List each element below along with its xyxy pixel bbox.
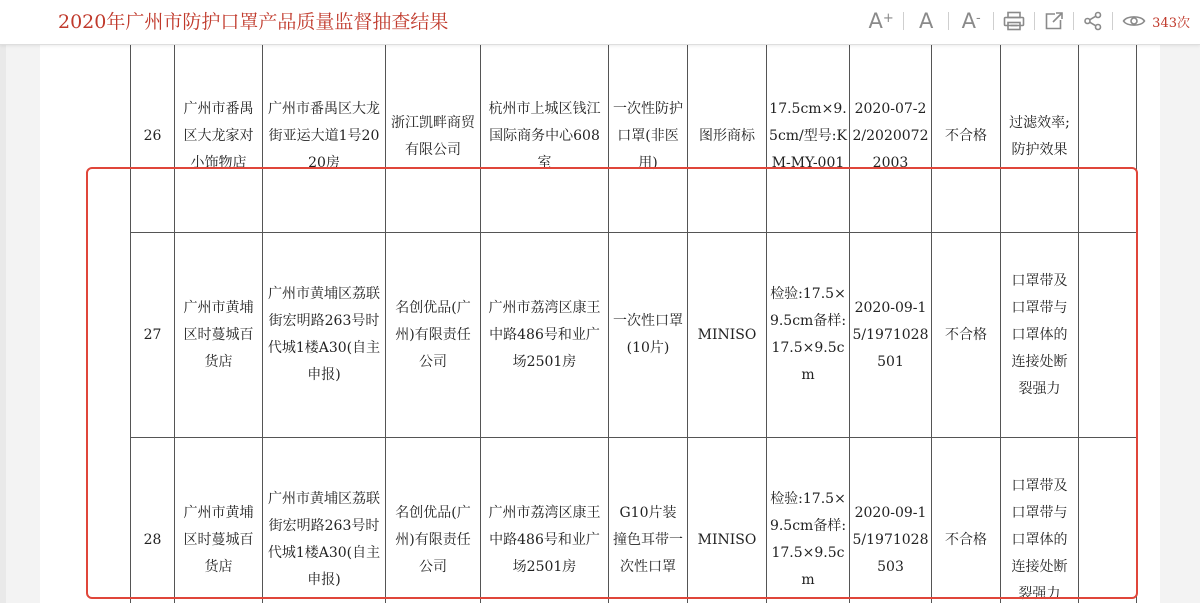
cell-result: 不合格 bbox=[932, 44, 1001, 233]
cell-brand: 图形商标 bbox=[688, 44, 767, 233]
cell-brand: MINISO bbox=[688, 233, 767, 438]
scrollbar[interactable] bbox=[0, 44, 6, 603]
cell-no: 28 bbox=[131, 438, 175, 603]
cell-result: 不合格 bbox=[932, 438, 1001, 603]
cell-result: 不合格 bbox=[932, 233, 1001, 438]
print-icon[interactable] bbox=[1003, 6, 1025, 36]
cell-no: 26 bbox=[131, 44, 175, 233]
cell-product: 一次性防护口罩(非医用) bbox=[609, 44, 688, 233]
font-decrease-label: A bbox=[961, 9, 976, 33]
cell-batch: 2020-07-22/20200722003 bbox=[850, 44, 932, 233]
share-icon[interactable] bbox=[1083, 6, 1103, 36]
cell-producer-address: 广州市荔湾区康王中路486号和业广场2501房 bbox=[481, 233, 609, 438]
toolbar-divider bbox=[1112, 12, 1113, 30]
cell-no: 27 bbox=[131, 233, 175, 438]
cell-item: 过滤效率;防护效果 bbox=[1001, 44, 1079, 233]
table-row bbox=[131, 233, 1137, 438]
toolbar-divider bbox=[903, 12, 904, 30]
font-decrease-sign: - bbox=[976, 10, 981, 26]
font-default-icon[interactable] bbox=[913, 6, 939, 36]
cell-brand: MINISO bbox=[688, 438, 767, 603]
font-increase-icon[interactable] bbox=[868, 6, 894, 36]
cell-spec: 检验:17.5×9.5cm备样:17.5×9.5cm bbox=[767, 438, 850, 603]
document-page bbox=[40, 44, 1160, 603]
cell-seller: 广州市黄埔区时蔓城百货店 bbox=[175, 438, 263, 603]
view-count: 343次 bbox=[1152, 15, 1190, 31]
cell-product: G10片装撞色耳带一次性口罩 bbox=[609, 438, 688, 603]
table-row bbox=[131, 44, 1137, 233]
top-bar bbox=[0, 0, 1200, 45]
cell-product: 一次性口罩(10片) bbox=[609, 233, 688, 438]
cell-item: 口罩带及口罩带与口罩体的连接处断裂强力 bbox=[1001, 233, 1079, 438]
font-increase-sign: + bbox=[882, 10, 894, 26]
cell-producer-address: 杭州市上城区钱江国际商务中心608室 bbox=[481, 44, 609, 233]
font-default-label: A bbox=[918, 9, 934, 33]
font-increase-label: A bbox=[868, 9, 883, 33]
cell-blank bbox=[1079, 438, 1137, 603]
page-title: 2020年广州市防护口罩产品质量监督抽查结果 bbox=[58, 11, 449, 33]
cell-producer: 浙江凯畔商贸有限公司 bbox=[386, 44, 481, 233]
share-window-icon[interactable] bbox=[1044, 6, 1064, 36]
cell-seller: 广州市黄埔区时蔓城百货店 bbox=[175, 233, 263, 438]
cell-batch: 2020-09-15/1971028503 bbox=[850, 438, 932, 603]
cell-seller-address: 广州市黄埔区荔联街宏明路263号时代城1楼A30(自主申报) bbox=[263, 438, 386, 603]
results-table bbox=[130, 44, 1137, 603]
cell-blank bbox=[1079, 233, 1137, 438]
cell-seller: 广州市番禺区大龙家对小饰物店 bbox=[175, 44, 263, 233]
eye-icon bbox=[1122, 6, 1146, 36]
toolbar-divider bbox=[1034, 12, 1035, 30]
cell-item: 口罩带及口罩带与口罩体的连接处断裂强力 bbox=[1001, 438, 1079, 603]
cell-blank bbox=[1079, 44, 1137, 233]
toolbar-divider bbox=[948, 12, 949, 30]
cell-producer: 名创优品(广州)有限责任公司 bbox=[386, 438, 481, 603]
cell-batch: 2020-09-15/1971028501 bbox=[850, 233, 932, 438]
cell-seller-address: 广州市黄埔区荔联街宏明路263号时代城1楼A30(自主申报) bbox=[263, 233, 386, 438]
font-decrease-icon[interactable] bbox=[958, 6, 984, 36]
toolbar-divider bbox=[1073, 12, 1074, 30]
table-row bbox=[131, 438, 1137, 603]
cell-producer: 名创优品(广州)有限责任公司 bbox=[386, 233, 481, 438]
toolbar bbox=[868, 6, 1190, 36]
cell-seller-address: 广州市番禺区大龙街亚运大道1号2020房 bbox=[263, 44, 386, 233]
cell-spec: 17.5cm×9.5cm/型号:KM-MY-001 bbox=[767, 44, 850, 233]
cell-spec: 检验:17.5×9.5cm备样:17.5×9.5cm bbox=[767, 233, 850, 438]
cell-producer-address: 广州市荔湾区康王中路486号和业广场2501房 bbox=[481, 438, 609, 603]
toolbar-divider bbox=[993, 12, 994, 30]
